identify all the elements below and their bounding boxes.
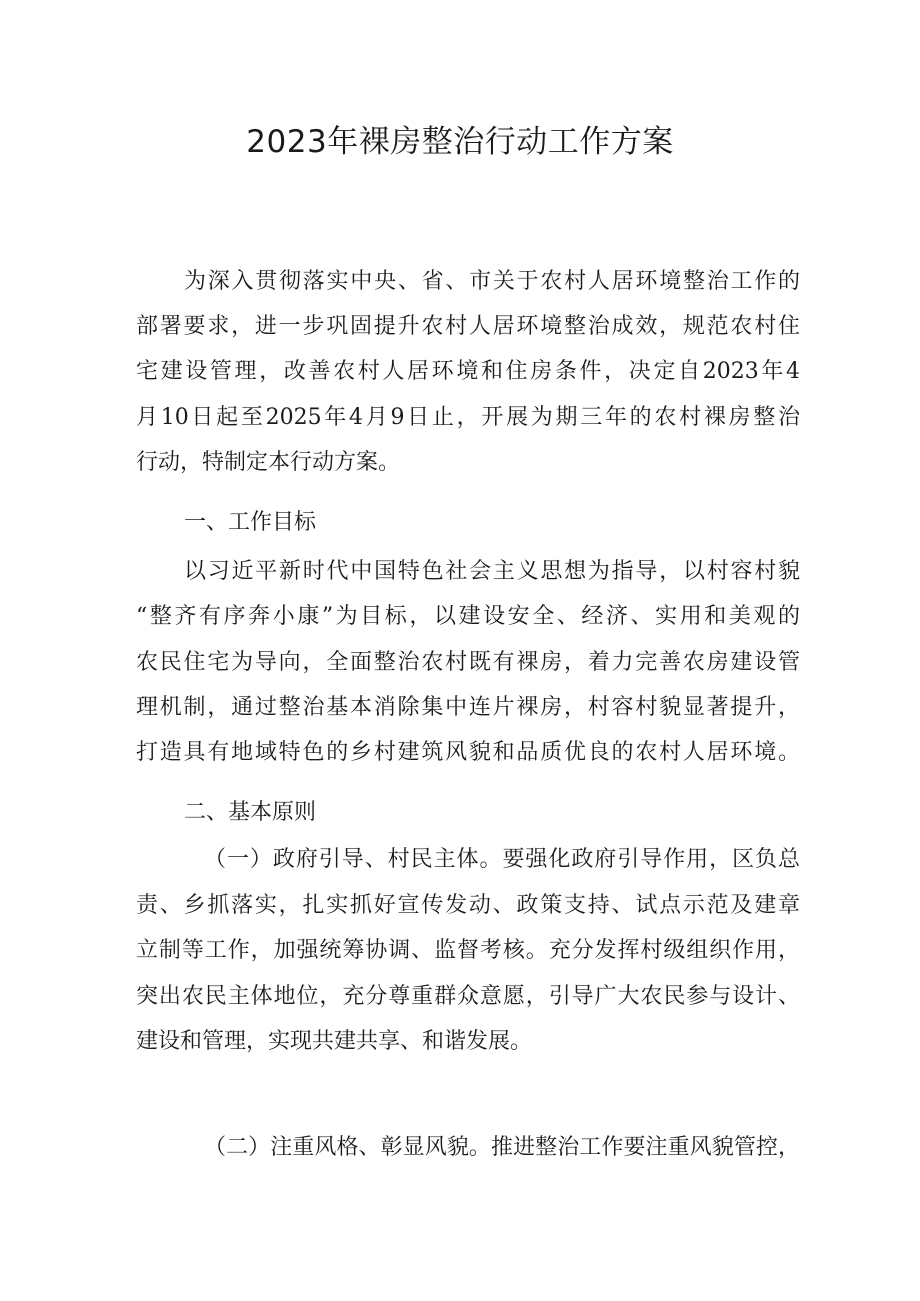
paragraph-line: 突出农民主体地位，充分尊重群众意愿，引导广大农民参与设计、 (136, 984, 800, 1009)
paragraph-line: 建设和管理，实现共建共享、和谐发展。 (136, 1029, 533, 1054)
paragraph-line: 理机制，通过整治基本消除集中连片裸房，村容村貌显著提升， (136, 695, 800, 720)
paragraph-line: 责、乡抓落实，扎实抓好宣传发动、政策支持、试点示范及建章 (136, 893, 800, 918)
paragraph-line: 农民住宅为导向，全面整治农村既有裸房，着力完善农房建设管 (136, 650, 800, 675)
paragraph-line: 部署要求，进一步巩固提升农村人居环境整治成效，规范农村住 (136, 314, 800, 339)
document-title: 2023年裸房整治行动工作方案 (246, 124, 674, 160)
section-heading-goals: 一、工作目标 (184, 510, 317, 535)
paragraph-line: （一）政府引导、村民主体。要强化政府引导作用，区负总 (204, 847, 800, 872)
section-heading-principles: 二、基本原则 (184, 800, 317, 825)
paragraph-line: 以习近平新时代中国特色社会主义思想为指导，以村容村貌 (184, 559, 800, 584)
paragraph-line: “整齐有序奔小康”为目标，以建设安全、经济、实用和美观的 (136, 604, 800, 629)
paragraph-line: （二）注重风格、彰显风貌。推进整治工作要注重风貌管控， (204, 1135, 800, 1160)
paragraph-line: 打造具有地域特色的乡村建筑风貌和品质优良的农村人居环境。 (136, 740, 800, 765)
paragraph-line: 立制等工作，加强统筹协调、监督考核。充分发挥村级组织作用， (136, 938, 800, 963)
paragraph-line: 宅建设管理，改善农村人居环境和住房条件，决定自2023年4 (136, 359, 800, 384)
paragraph-line: 行动，特制定本行动方案。 (136, 450, 401, 475)
paragraph-line: 为深入贯彻落实中央、省、市关于农村人居环境整治工作的 (184, 269, 800, 294)
paragraph-line: 月10日起至2025年4月9日止，开展为期三年的农村裸房整治 (136, 405, 800, 430)
